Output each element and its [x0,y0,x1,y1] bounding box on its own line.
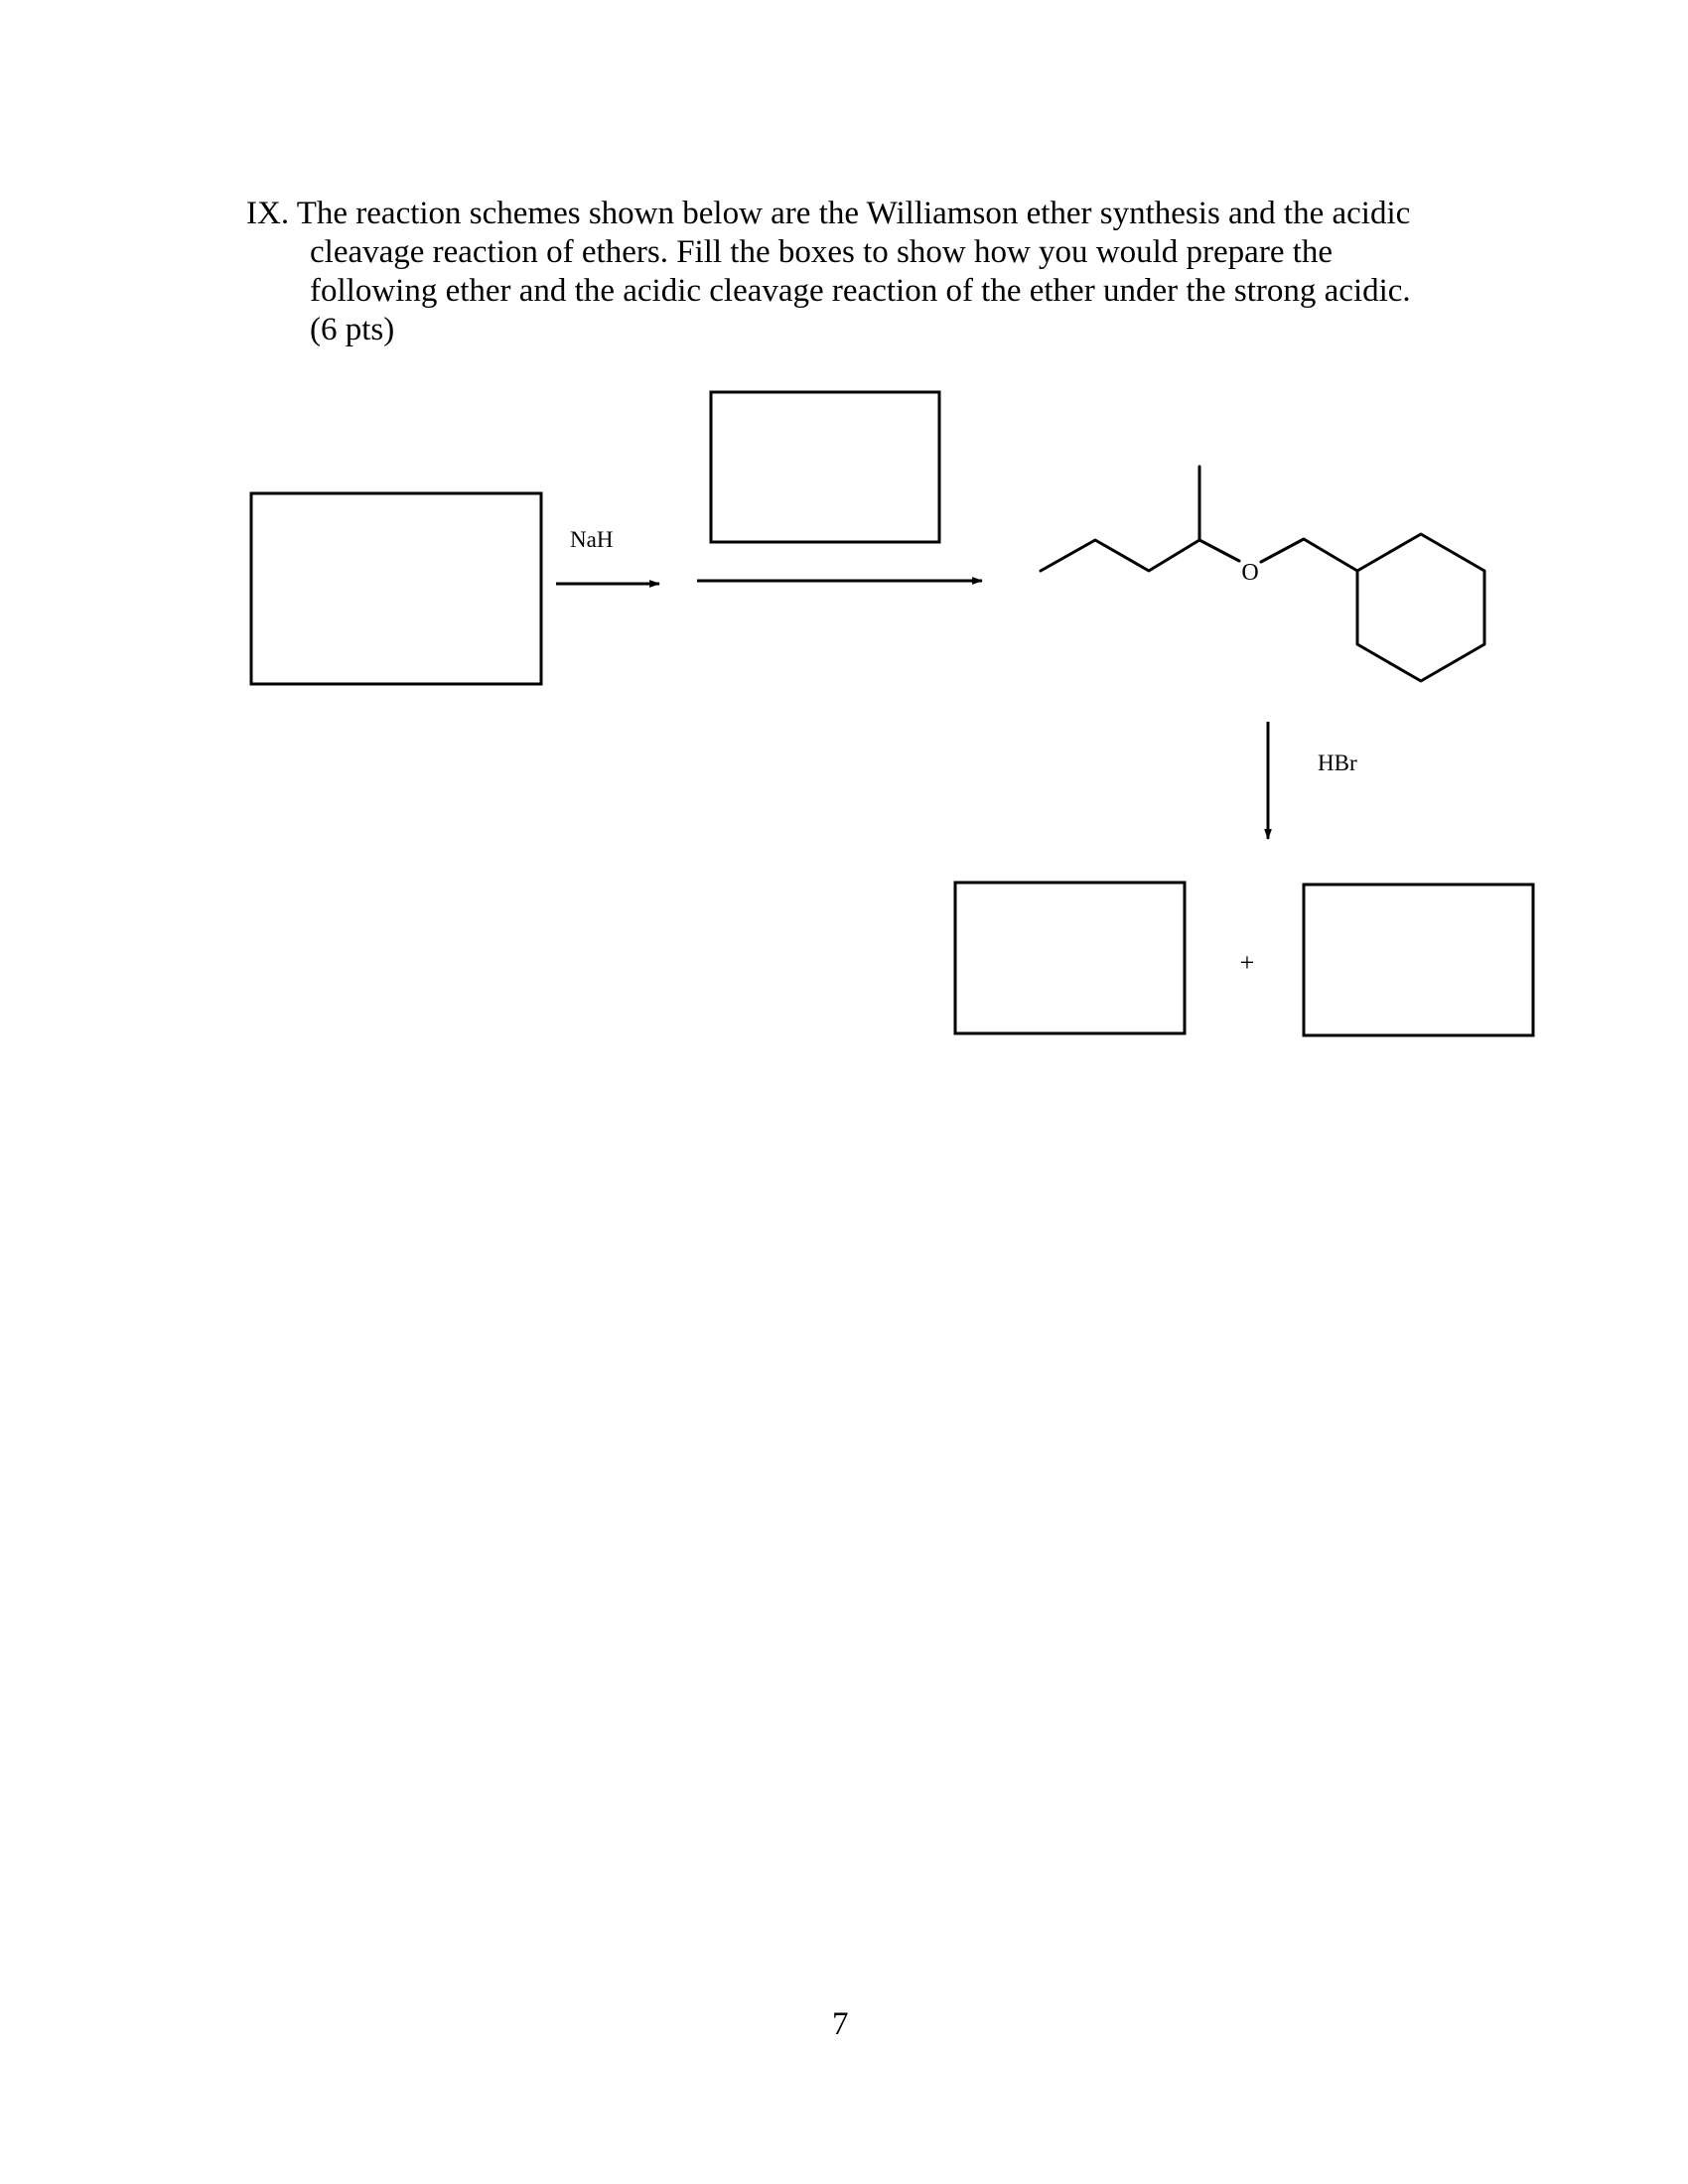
plus-sign: + [1239,948,1255,977]
ether-methylene-link [1261,539,1357,571]
question-line-2: cleavage reaction of ethers. Fill the boxes to show how you would prepare the [310,234,1334,270]
question-line-3: following ether and the acidic cleavage reaction of the ether under the strong acidic. [310,273,1411,309]
ether-molecule [1041,467,1484,681]
cyclohexane-ring [1357,534,1484,681]
reagent-hbr-label: HBr [1318,751,1357,775]
ether-carbon-chain [1041,540,1239,571]
answer-box-reagent[interactable] [711,392,939,542]
answer-box-product-1[interactable] [955,883,1185,1033]
reagent-nah-label: NaH [570,527,614,552]
answer-box-product-2[interactable] [1304,885,1533,1035]
question-line-1: IX. The reaction schemes shown below are the Williamson ether synthesis and the acidic [246,196,1411,231]
page-number: 7 [832,2006,849,2042]
question-line-4: (6 pts) [310,312,395,347]
answer-box-starting-material[interactable] [251,493,541,684]
oxygen-atom-label: O [1241,560,1259,586]
